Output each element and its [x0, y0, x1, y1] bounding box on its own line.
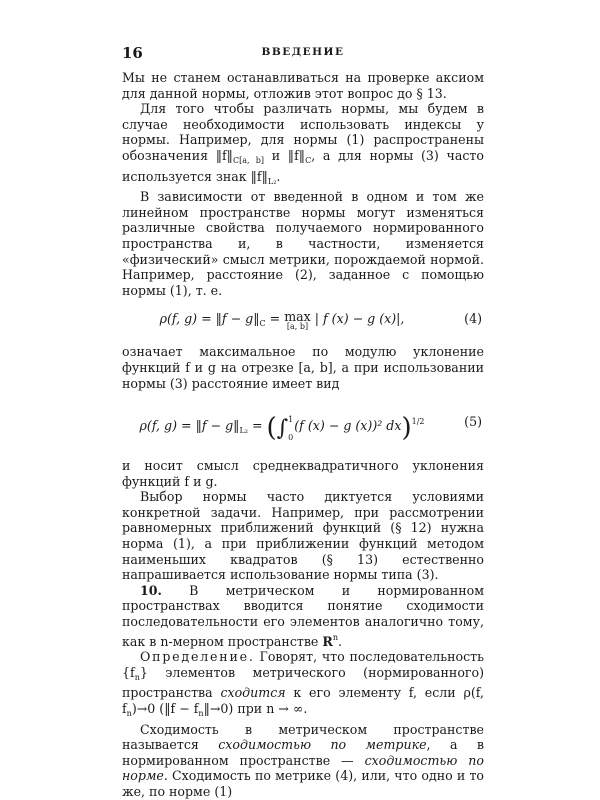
paragraph-9: Сходимость в метрическом пространстве называется сходимостью по метрике, а в нормированном пространстве — сходимостью по норме. Сходимость по метрике (4), или, что одно и то же, по норме (1)	[122, 721, 484, 799]
formula-5-number: (5)	[464, 414, 482, 430]
page-header	[122, 44, 484, 64]
paragraph-3: В зависимости от введенной в одном и том же линейном пространстве нормы могут изменяться различные свойства получаемого нормированного пространства и, в частности, изменяется «физический» смысл метрики, порождаемой нормой. Например, расстояние (2), заданное с помощью нормы (1), т. е.	[122, 189, 484, 298]
page-body	[122, 70, 484, 800]
paragraph-1: Мы не станем останавливаться на проверке аксиом для данной нормы, отложив этот вопрос до § 13.	[122, 70, 484, 101]
formula-4-expression: ρ(f, g) = ‖f − $g‖_C = \max$ [a, b] | f (x) − g (x)|,	[159, 309, 405, 332]
formula-4-number: (4)	[464, 311, 482, 327]
definition-label: Определение.	[140, 649, 255, 665]
formula-5	[122, 400, 484, 448]
paragraph-5: и носит смысл среднеквадратичного уклонения функций f и g.	[122, 458, 484, 489]
paragraph-2: Для того чтобы различать нормы, мы будем в случае необходимости использовать индексы у нормы. Например, для нормы (1) распространены обозначения $‖f‖_{C[a, b]}$ и $‖f‖_C$, а для нормы (3) часто используется знак $‖f‖_{L_2}$.	[122, 101, 484, 186]
page-number: 16	[122, 44, 143, 62]
paragraph-7: 10. В метрическом и нормированном пространствах вводится понятие сходимости последовательности его элементов аналогично тому, как в n-мерном пространстве $R^n$.	[122, 582, 484, 649]
paragraph-definition: Определение. Говорят, что последовательность $\{f_n\}$ элементов метрического (нормированного) пространства сходится к его элементу f, если ρ(f, $f_n)\to 0$ (‖f − $f_n‖\to 0$) при n → ∞.	[122, 649, 484, 718]
integral-sign: ∫	[276, 416, 289, 442]
formula-5-expression: ρ(f, g) = ‖f − $g‖_{L_2} = (\int 1$ 0(f (x) − g (x))² dx)$^{1/2}$	[139, 413, 425, 444]
running-title: ВВЕДЕНИЕ	[261, 46, 345, 58]
paragraph-6: Выбор нормы часто диктуется условиями конкретной задачи. Например, при рассмотрении равномерных приближений функций (§ 12) нужна норма (1), а при приближении функций методом наименьших квадратов (§ 13) естественно напрашивается использование нормы типа (3).	[122, 489, 484, 583]
formula-4	[122, 305, 484, 335]
paragraph-4: означает максимальное по модулю уклонение функций f и g на отрезке [a, b], а при использовании нормы (3) расстояние имеет вид	[122, 344, 484, 391]
section-number: 10.	[140, 582, 162, 598]
